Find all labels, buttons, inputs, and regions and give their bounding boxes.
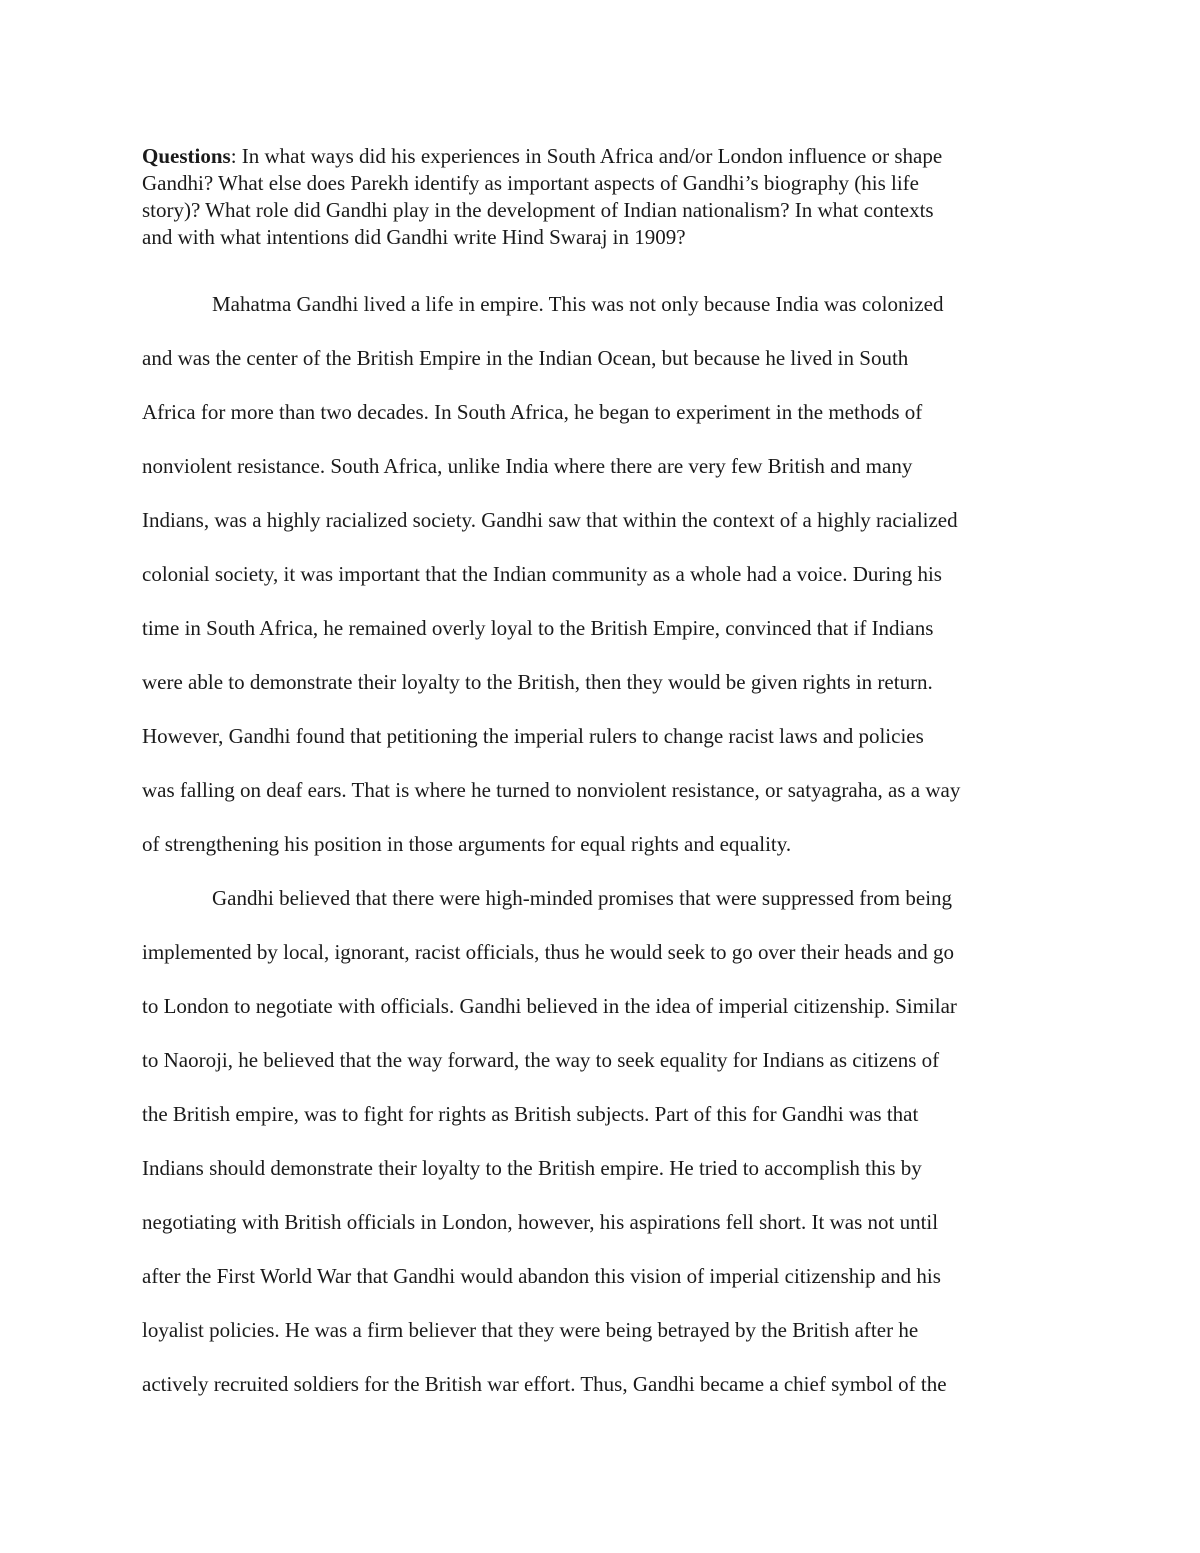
questions-line — [142, 143, 1062, 170]
paragraph-line: actively recruited soldiers for the British war effort. Thus, Gandhi became a chief symbol of the — [142, 1372, 947, 1396]
paragraph-line: were able to demonstrate their loyalty to the British, then they would be given rights in return. — [142, 670, 933, 694]
questions-line: story)? What role did Gandhi play in the development of Indian nationalism? In what contexts — [142, 198, 934, 222]
paragraph-line: implemented by local, ignorant, racist officials, thus he would seek to go over their heads and go — [142, 940, 954, 964]
paragraph-line: nonviolent resistance. South Africa, unlike India where there are very few British and many — [142, 454, 913, 478]
paragraph-2 — [142, 871, 1072, 1411]
paragraph-line: Gandhi believed that there were high-minded promises that were suppressed from being — [212, 886, 953, 910]
questions-block — [142, 143, 1062, 251]
paragraph-line: to Naoroji, he believed that the way forward, the way to seek equality for Indians as citizens of — [142, 1048, 940, 1072]
paragraph-1 — [142, 277, 1072, 871]
paragraph-line: the British empire, was to fight for rights as British subjects. Part of this for Gandhi was that — [142, 1102, 919, 1126]
essay-body — [142, 277, 1072, 1411]
paragraph-line: loyalist policies. He was a firm believer that they were being betrayed by the British after he — [142, 1318, 919, 1342]
paragraph-line: after the First World War that Gandhi would abandon this vision of imperial citizenship and his — [142, 1264, 941, 1288]
paragraph-line: colonial society, it was important that the Indian community as a whole had a voice. During his — [142, 562, 942, 586]
paragraph-line: time in South Africa, he remained overly loyal to the British Empire, convinced that if Indians — [142, 616, 934, 640]
questions-line: and with what intentions did Gandhi write Hind Swaraj in 1909? — [142, 225, 686, 249]
questions-line: Gandhi? What else does Parekh identify as important aspects of Gandhi’s biography (his life — [142, 171, 919, 195]
paragraph-line: Mahatma Gandhi lived a life in empire. This was not only because India was colonized — [212, 292, 944, 316]
paragraph-line: was falling on deaf ears. That is where he turned to nonviolent resistance, or satyagraha, as a way — [142, 778, 961, 802]
questions-text: : In what ways did his experiences in South Africa and/or London influence or shape — [230, 144, 943, 168]
questions-label: Questions — [142, 144, 231, 168]
paragraph-line: of strengthening his position in those arguments for equal rights and equality. — [142, 832, 792, 856]
paragraph-line: Indians, was a highly racialized society. Gandhi saw that within the context of a highly racialized — [142, 508, 958, 532]
paragraph-line: to London to negotiate with officials. Gandhi believed in the idea of imperial citizenship. Similar — [142, 994, 957, 1018]
paragraph-line: Indians should demonstrate their loyalty to the British empire. He tried to accomplish this by — [142, 1156, 922, 1180]
paragraph-line: However, Gandhi found that petitioning the imperial rulers to change racist laws and policies — [142, 724, 924, 748]
paragraph-line: Africa for more than two decades. In South Africa, he began to experiment in the methods of — [142, 400, 923, 424]
paragraph-line: and was the center of the British Empire in the Indian Ocean, but because he lived in South — [142, 346, 909, 370]
paragraph-line: negotiating with British officials in London, however, his aspirations fell short. It was not until — [142, 1210, 939, 1234]
